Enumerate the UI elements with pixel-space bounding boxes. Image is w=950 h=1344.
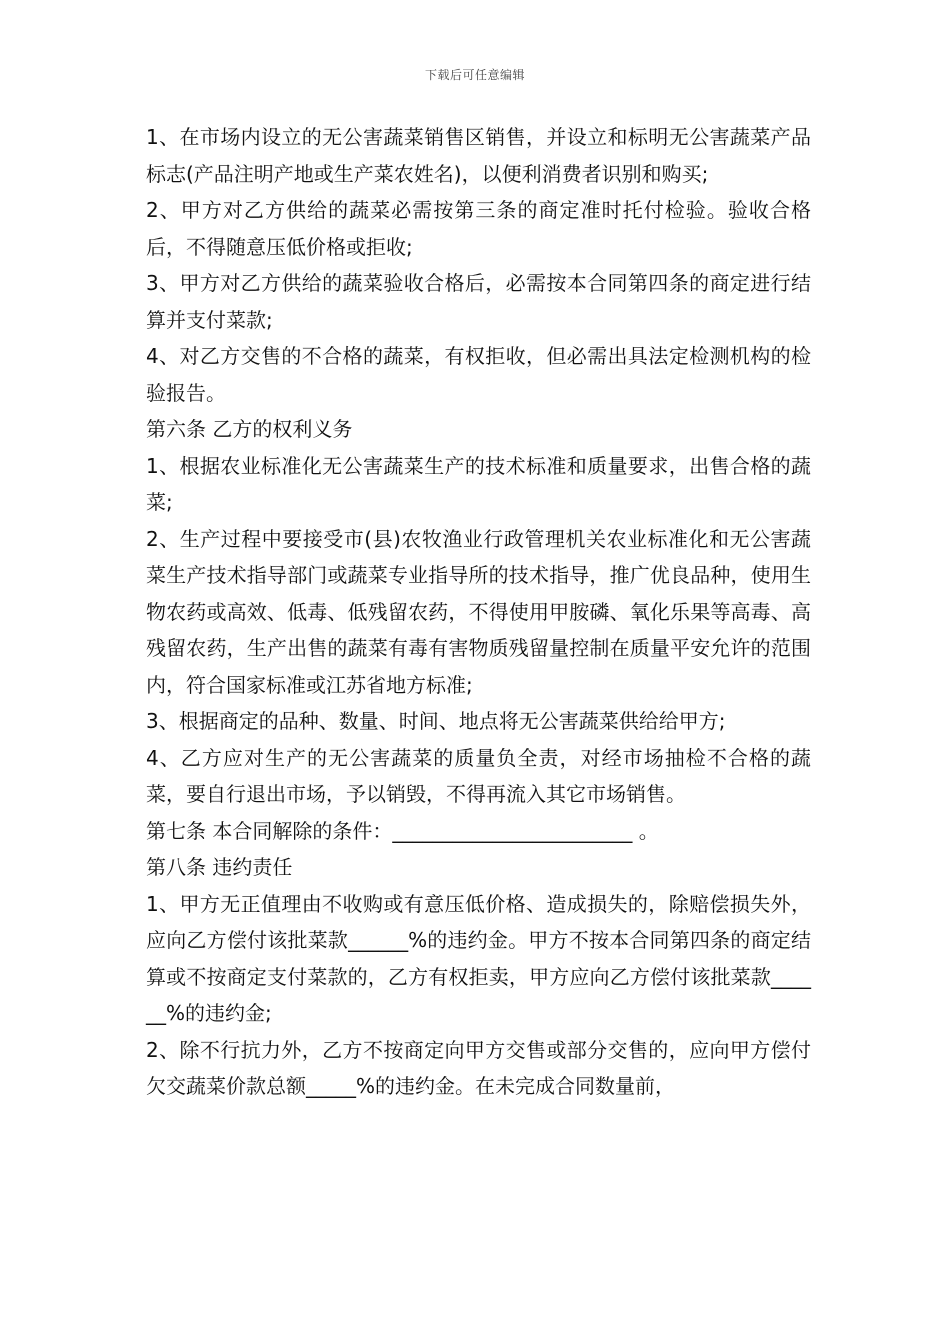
paragraph: 4、对乙方交售的不合格的蔬菜，有权拒收，但必需出具法定检测机构的检验报告。 — [146, 344, 811, 405]
paragraph: 3、根据商定的品种、数量、时间、地点将无公害蔬菜供给给甲方; — [146, 709, 726, 733]
document-body — [146, 119, 811, 1105]
page-header: 下载后可任意编辑 — [424, 68, 525, 82]
section-heading: 第六条 乙方的权利义务 — [146, 417, 353, 441]
section-heading: 第七条 本合同解除的条件：________________________ 。 — [146, 818, 659, 843]
section-heading: 第八条 违约责任 — [146, 855, 293, 879]
paragraph: 2、生产过程中要接受市(县)农牧渔业行政管理机关农业标准化和无公害蔬菜生产技术指导部门或蔬菜专业指导所的技术指导，推广优良品种，使用生物农药或高效、低毒、低残留农药，不得使用甲胺磷、氧化乐果等高毒、高残留农药，生产出售的蔬菜有毒有害物质残留量控制在质量平安允许的范围内，符合国家标准或江苏省地方标准; — [146, 526, 811, 697]
paragraph: 1、在市场内设立的无公害蔬菜销售区销售，并设立和标明无公害蔬菜产品标志(产品注明产地或生产菜农姓名)，以便利消费者识别和购买; — [146, 125, 811, 186]
paragraph: 4、乙方应对生产的无公害蔬菜的质量负全责，对经市场抽检不合格的蔬菜，要自行退出市场，予以销毁，不得再流入其它市场销售。 — [146, 745, 811, 806]
paragraph: 2、甲方对乙方供给的蔬菜必需按第三条的商定准时托付检验。验收合格后，不得随意压低价格或拒收; — [146, 198, 811, 259]
paragraph: 3、甲方对乙方供给的蔬菜验收合格后，必需按本合同第四条的商定进行结算并支付菜款; — [146, 271, 811, 332]
paragraph: 1、根据农业标准化无公害蔬菜生产的技术标准和质量要求，出售合格的蔬菜; — [146, 453, 811, 514]
paragraph: 2、除不行抗力外，乙方不按商定向甲方交售或部分交售的，应向甲方偿付欠交蔬菜价款总额_____%的违约金。在未完成合同数量前， — [146, 1037, 811, 1098]
paragraph: 1、甲方无正值理由不收购或有意压低价格、造成损失的，除赔偿损失外，应向乙方偿付该批菜款______%的违约金。甲方不按本合同第四条的商定结算或不按商定支付菜款的，乙方有权拒卖，甲方应向乙方偿付该批菜款______%的违约金; — [146, 891, 811, 1025]
